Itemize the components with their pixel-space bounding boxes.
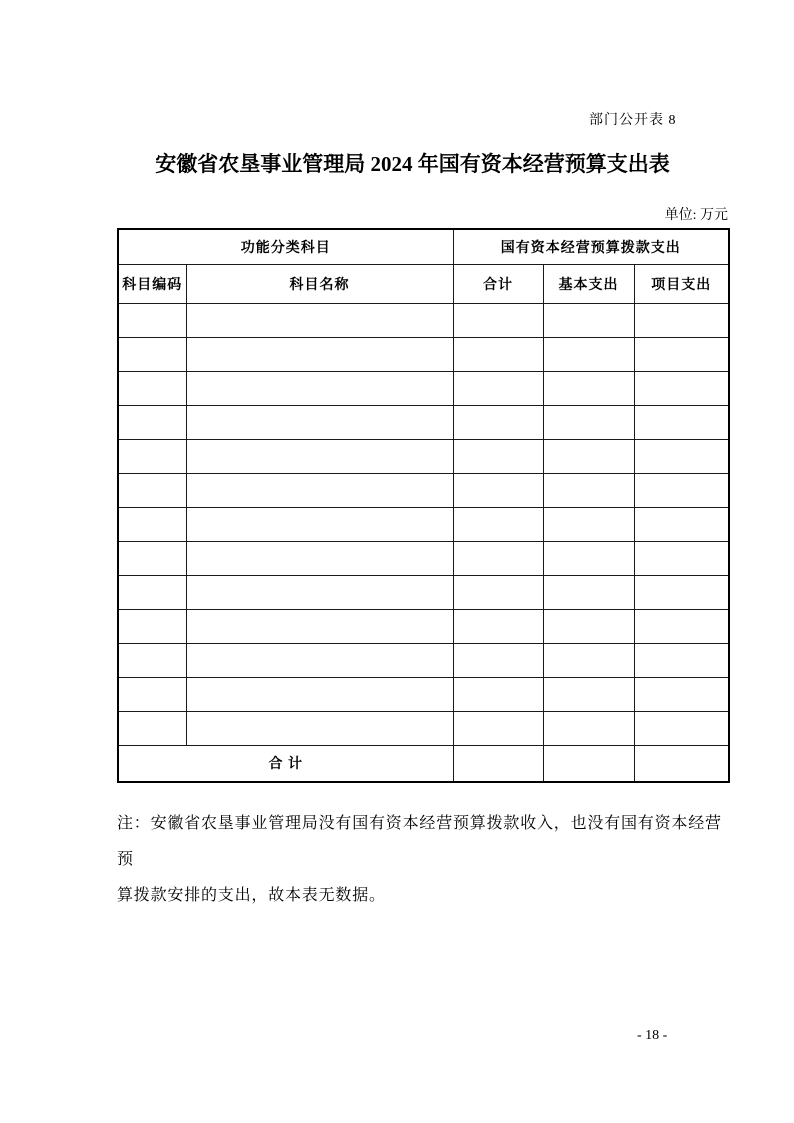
col-header-subject-code: 科目编码 <box>118 264 186 303</box>
empty-cell <box>118 439 186 473</box>
empty-cell <box>118 405 186 439</box>
table-row <box>118 541 729 575</box>
empty-cell <box>186 473 453 507</box>
col-header-project-expenditure: 项目支出 <box>634 264 729 303</box>
empty-cell <box>634 473 729 507</box>
header-columns-row <box>118 264 729 303</box>
empty-cell <box>634 337 729 371</box>
total-cell-total <box>453 745 543 782</box>
unit-label: 单位: 万元 <box>664 208 728 223</box>
empty-cell <box>186 711 453 745</box>
empty-cell <box>543 643 634 677</box>
page-number: - 18 - <box>637 1028 668 1043</box>
empty-cell <box>453 337 543 371</box>
empty-cell <box>543 303 634 337</box>
empty-cell <box>118 507 186 541</box>
empty-cell <box>118 677 186 711</box>
empty-cell <box>453 609 543 643</box>
table-row <box>118 677 729 711</box>
empty-cell <box>186 575 453 609</box>
empty-cell <box>543 439 634 473</box>
empty-cell <box>118 473 186 507</box>
table-body <box>118 303 729 745</box>
empty-cell <box>453 405 543 439</box>
total-row-label: 合 计 <box>118 745 453 782</box>
empty-cell <box>186 507 453 541</box>
empty-cell <box>118 371 186 405</box>
table-row <box>118 473 729 507</box>
total-cell-basic <box>543 745 634 782</box>
empty-cell <box>186 609 453 643</box>
budget-expenditure-table <box>117 228 730 783</box>
page-title: 安徽省农垦事业管理局 2024 年国有资本经营预算支出表 <box>155 152 670 176</box>
empty-cell <box>634 507 729 541</box>
note-line-1: 注：安徽省农垦事业管理局没有国有资本经营预算拨款收入，也没有国有资本经营预 <box>117 815 722 868</box>
empty-cell <box>453 677 543 711</box>
table-row <box>118 405 729 439</box>
empty-cell <box>453 711 543 745</box>
empty-cell <box>634 677 729 711</box>
empty-cell <box>634 439 729 473</box>
empty-cell <box>543 405 634 439</box>
empty-cell <box>634 405 729 439</box>
header-group-state-capital-budget-expenditure: 国有资本经营预算拨款支出 <box>453 229 729 264</box>
table-row <box>118 609 729 643</box>
empty-cell <box>543 541 634 575</box>
empty-cell <box>634 541 729 575</box>
empty-cell <box>186 439 453 473</box>
empty-cell <box>118 643 186 677</box>
empty-cell <box>186 677 453 711</box>
empty-cell <box>186 643 453 677</box>
note-line-2: 算拨款安排的支出，故本表无数据。 <box>117 887 386 904</box>
table-row <box>118 371 729 405</box>
empty-cell <box>543 609 634 643</box>
table-row <box>118 337 729 371</box>
empty-cell <box>543 473 634 507</box>
empty-cell <box>186 337 453 371</box>
empty-cell <box>453 439 543 473</box>
empty-cell <box>118 711 186 745</box>
col-header-basic-expenditure: 基本支出 <box>543 264 634 303</box>
header-group-row <box>118 229 729 264</box>
empty-cell <box>543 711 634 745</box>
empty-cell <box>543 371 634 405</box>
empty-cell <box>543 677 634 711</box>
form-number-label: 部门公开表 8 <box>589 113 677 128</box>
empty-cell <box>118 541 186 575</box>
empty-cell <box>453 507 543 541</box>
empty-cell <box>453 303 543 337</box>
table-row <box>118 711 729 745</box>
table-row <box>118 643 729 677</box>
empty-cell <box>453 575 543 609</box>
empty-cell <box>453 473 543 507</box>
empty-cell <box>634 575 729 609</box>
table-row <box>118 303 729 337</box>
col-header-subject-name: 科目名称 <box>186 264 453 303</box>
empty-cell <box>186 405 453 439</box>
empty-cell <box>543 507 634 541</box>
empty-cell <box>453 541 543 575</box>
header-group-function-classification: 功能分类科目 <box>118 229 453 264</box>
empty-cell <box>634 643 729 677</box>
col-header-total: 合计 <box>453 264 543 303</box>
total-row <box>118 745 729 782</box>
empty-cell <box>543 575 634 609</box>
empty-cell <box>634 609 729 643</box>
empty-cell <box>634 303 729 337</box>
empty-cell <box>453 643 543 677</box>
table-row <box>118 575 729 609</box>
empty-cell <box>453 371 543 405</box>
empty-cell <box>118 303 186 337</box>
empty-cell <box>118 575 186 609</box>
empty-cell <box>543 337 634 371</box>
total-cell-project <box>634 745 729 782</box>
table-row <box>118 439 729 473</box>
note-text <box>117 806 731 914</box>
table-row <box>118 507 729 541</box>
empty-cell <box>118 337 186 371</box>
empty-cell <box>186 541 453 575</box>
empty-cell <box>634 371 729 405</box>
empty-cell <box>118 609 186 643</box>
empty-cell <box>634 711 729 745</box>
empty-cell <box>186 303 453 337</box>
empty-cell <box>186 371 453 405</box>
